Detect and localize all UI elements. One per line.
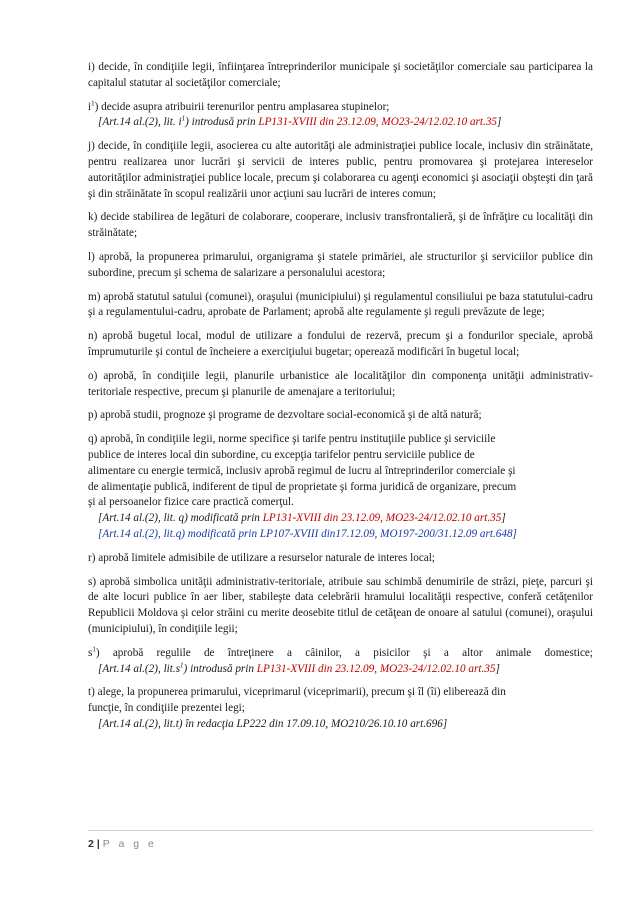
item-q-line-1: q) aprobă, în condiţiile legii, norme specifice şi tarife pentru instituţiile publice şi serviciile <box>88 433 496 446</box>
note-end: ] <box>497 116 502 129</box>
note-superscript: 1 <box>180 660 184 669</box>
footer-divider <box>88 830 593 831</box>
law-reference-link[interactable]: LP107-XVIII din17.12.09, MO197-200/31.12.09 art.648 <box>259 527 513 540</box>
item-q-note-1 <box>88 511 593 527</box>
page-footer <box>88 838 157 850</box>
footer-separator: | <box>96 838 100 850</box>
item-s1-text <box>88 646 593 662</box>
page-label: P a g e <box>102 838 157 850</box>
item-i1-note <box>88 115 593 131</box>
note-text: ) introdusă prin <box>183 662 257 675</box>
note-text: ) introdusă prin <box>185 116 259 129</box>
item-i1-body: ) decide asupra atribuirii terenurilor pentru amplasarea stupinelor; <box>94 100 390 113</box>
item-q-line-3: alimentare cu energie termică, inclusiv aprobă regimul de lucru al întreprinderilor comerciale şi <box>88 464 516 477</box>
item-s1-body: ) aprobă regulile de întreţinere a câinilor, a pisicilor şi a altor animale domestice; <box>95 646 593 659</box>
item-q-note-2 <box>88 527 593 543</box>
item-q-line-4: de alimentaţie publică, indiferent de tipul de proprietate şi forma juridică de organizare, precum <box>88 480 517 493</box>
item-l: l) aprobă, la propunerea primarului, organigrama şi statele primăriei, ale structurilor şi serviciilor publice din subordine, precum şi schema de salarizare a personalului acestora; <box>88 250 593 279</box>
note-text: [Art.14 al.(2), lit. q) modificată prin <box>98 512 263 525</box>
item-i: i) decide, în condiţiile legii, înfiinţarea întreprinderilor municipale şi societăţilor comerciale sau participarea la capitalul statutar al societăţilor comerciale; <box>88 61 593 89</box>
item-p: p) aprobă studii, prognoze şi programe de dezvoltare social-economică şi de altă natură; <box>88 409 482 422</box>
law-reference-link[interactable]: LP131-XVIII din 23.12.09, MO23-24/12.02.10 art.35 <box>262 512 502 525</box>
item-s1-superscript: 1 <box>92 644 96 653</box>
item-t <box>88 685 593 732</box>
item-q-line-2: publice de interes local din subordine, cu excepţia tarifelor pentru serviciile publice de <box>88 448 475 461</box>
note-prefix: [Art.14 al.(2), lit. i <box>98 116 182 129</box>
item-j: j) decide, în condiţiile legii, asocierea cu alte autorităţi ale administraţiei publice locale, inclusiv din străinătate, pentru realizarea unor lucrări şi servicii de interes public, pentru promovarea şi protejarea intereselor autorităţilor administraţiei publice locale, precum şi colaborarea cu agenţi economici şi asociaţii obşteşti din ţară şi din străinătate în scopul realizării unor acţiuni sau lucrări de interes comun; <box>88 140 593 200</box>
law-reference-link[interactable]: LP131-XVIII din 23.12.09, MO23-24/12.02.10 art.35 <box>256 662 496 675</box>
item-t-line-1: t) alege, la propunerea primarului, viceprimarul (viceprimarii), precum şi îl (îi) eliberează din <box>88 686 506 699</box>
item-m: m) aprobă statutul satului (comunei), oraşului (municipiului) şi regulamentul consiliului pe baza statutului-cadru şi a regulamentului-cadru, aprobate de Parlament; aprobă alte regulamente şi reguli prevăzute de lege; <box>88 290 593 319</box>
item-i1 <box>88 100 593 132</box>
item-o: o) aprobă, în condiţiile legii, planurile urbanistice ale localităţilor din componenţa unităţii administrativ-teritoriale respective, precum şi planurile de amenajare a teritoriului; <box>88 369 593 398</box>
item-q <box>88 432 593 543</box>
item-i1-superscript: 1 <box>91 98 95 107</box>
note-text: [Art.14 al.(2), lit.q) modificată prin <box>98 527 260 540</box>
item-t-note: [Art.14 al.(2), lit.t) în redacţia LP222 din 17.09.10, MO210/26.10.10 art.696] <box>98 717 448 730</box>
note-end: ] <box>512 527 517 540</box>
item-s1-note <box>88 662 593 678</box>
item-i1-letter: i <box>88 100 92 113</box>
note-end: ] <box>495 662 500 675</box>
item-k: k) decide stabilirea de legături de colaborare, cooperare, inclusiv transfrontalieră, şi de înfrăţire cu localităţi din străinătate; <box>88 211 593 240</box>
document-body <box>88 60 593 741</box>
note-end: ] <box>501 512 506 525</box>
law-reference-link[interactable]: LP131-XVIII din 23.12.09, MO23-24/12.02.10 art.35 <box>258 116 498 129</box>
item-t-line-2: funcţie, în condiţiile prezentei legi; <box>88 702 245 715</box>
item-s1 <box>88 646 593 678</box>
note-superscript: 1 <box>181 114 186 123</box>
item-r: r) aprobă limitele admisibile de utilizare a resurselor naturale de interes local; <box>88 551 435 564</box>
item-n: n) aprobă bugetul local, modul de utilizare a fondului de rezervă, precum şi a fondurilor speciale, aprobă împrumuturile şi contul de încheiere a exerciţiului bugetar; operează modificări în bugetul local; <box>88 330 593 358</box>
item-s1-letter: s <box>88 646 93 659</box>
page-number: 2 <box>88 838 94 850</box>
item-i1-text <box>88 100 593 116</box>
item-s: s) aprobă simbolica unităţii administrativ-teritoriale, atribuie sau schimbă denumirile de străzi, pieţe, parcuri şi de alte locuri publice în aer liber, stabileşte data celebrării hramului localităţii respective, conferă cetăţenilor Republicii Moldova şi celor străini cu merite deosebite titlul de cetăţean de onoare al satului (comunei), oraşului (municipiului), în condiţiile legii; <box>88 575 593 635</box>
item-q-line-5: şi al persoanelor fizice care practică comerţul. <box>88 496 294 509</box>
note-prefix: [Art.14 al.(2), lit.s <box>98 662 181 675</box>
